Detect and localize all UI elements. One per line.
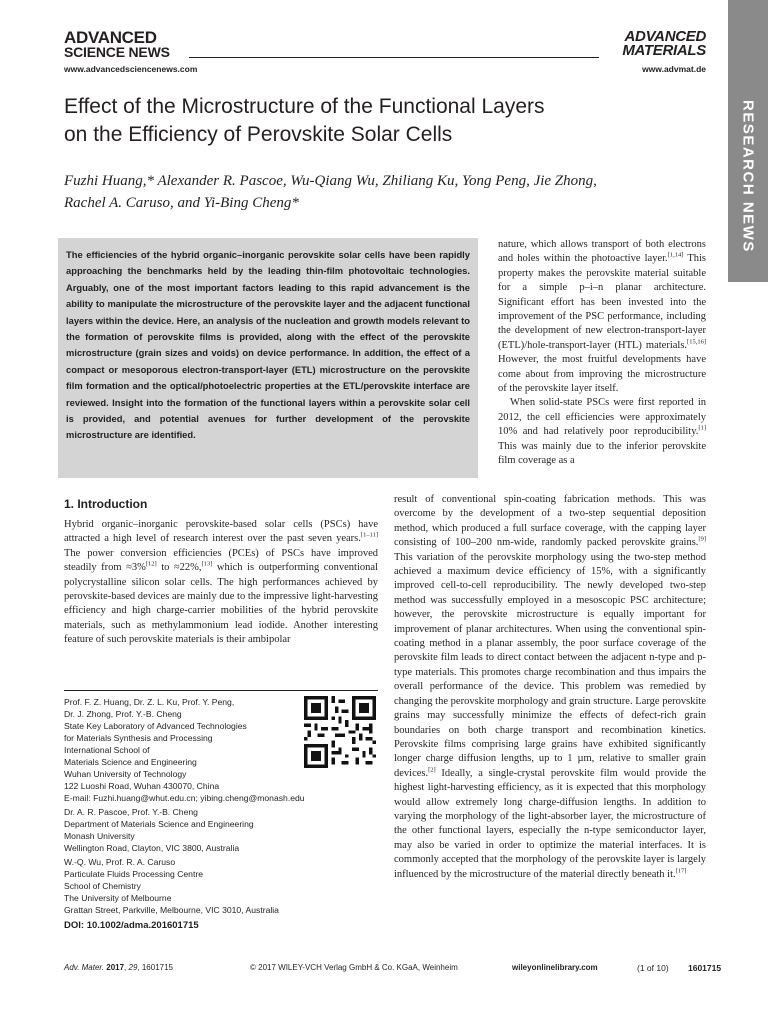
affiliation-line: Department of Materials Science and Engineering [64,819,254,829]
right-column-main [394,493,706,882]
publisher-url[interactable]: www.advancedsciencenews.com [64,64,198,74]
qr-code-icon[interactable] [304,696,376,768]
footer-copyright: © 2017 WILEY-VCH Verlag GmbH & Co. KGaA, Weinheim [250,963,458,972]
author-list-line2: Rachel A. Caruso, and Yi-Bing Cheng* [64,195,299,211]
article-title-line1: Effect of the Microstructure of the Functional Layers [64,95,545,118]
footer-journal: Adv. Mater. [64,963,105,972]
affiliation-line: 122 Luoshi Road, Wuhan 430070, China [64,781,220,791]
publisher-logo [64,30,170,59]
citation-ref[interactable]: [12] [145,560,157,568]
author-list [64,170,704,214]
footer-article-number: 1601715 [688,963,722,973]
citation-ref[interactable]: [17] [675,867,687,875]
body-paragraph: result of conventional spin-coating fabrication methods. This was overcome by the development of a two-step sequential deposition method, which produced a full surface coverage, with the capping layer consisting of 100–200 nm-wide, randomly packed perovskite grains.[9] This variation of the perovskite morphology using the two-step method achieved a maximum device efficiency of 15%, with a significantly improved cell-to-cell reproducibility. The newly developed two-step method was successfully employed in a mesoscopic PSC architecture; however, the perovskite microstructure is equally important for improvement of planar architectures. When using the conventional spin-coating method in a planar assembly, the poor surface coverage of the perovskite film leads to direct contact between the adjacent n-type and p-type materials. This promotes charge recombination and thus impairs the overall performance of the device. This problem was remedied by changing the perovskite morphology and grain structure. Large perovskite grains may successfully minimize the effects of defect-rich grain boundaries on both charge transport and recombination kinetics. Perovskite films comprising large grains have exhibited significantly longer charge diffusion lengths, up to 1 µm, relative to smaller grain devices.[2] Ideally, a single-crystal perovskite film would provide the highest light-harvesting efficiency, as it is expected that this morphology would allow extremely long charge-diffusion lengths. In addition to varying the morphology of the light-absorber layer, the microstructure of the other functional layers, especially the n-type semiconductor layer, may also be varied in order to optimize the material interfaces. It is commonly accepted that the morphology of the perovskite layer is largely influenced by the microstructure of the material directly beneath it.[17] [394,494,706,880]
affiliation-line: State Key Laboratory of Advanced Technologies [64,721,247,731]
journal-url[interactable]: www.advmat.de [642,64,706,74]
affiliation-line: Dr. J. Zhong, Prof. Y.-B. Cheng [64,709,182,719]
section-tab-label: RESEARCH NEWS [739,100,757,253]
affiliation-line: Particulate Fluids Processing Centre [64,869,203,879]
right-column-top [498,238,706,469]
header-divider [189,57,599,58]
affiliation-line: Grattan Street, Parkville, Melbourne, VIC 3010, Australia [64,905,279,915]
body-paragraph: nature, which allows transport of both electrons and holes within the photoactive layer.[1,14] This property makes the perovskite material suitable for a simple p–i–n planar architecture. Significant effort has been invested into the improvement of the PSC performance, including the development of new electron-transport-layer (ETL)/hole-transport-layer (HTL) materials.[15,16] However, the most fruitful developments have come about from improving the microstructure of the perovskite layer itself. [498,239,707,395]
affiliation-line: Wuhan University of Technology [64,769,187,779]
affiliation-line: W.-Q. Wu, Prof. R. A. Caruso [64,857,176,867]
affiliation-line: Monash University [64,831,135,841]
article-title [64,93,704,149]
abstract-text: The efficiencies of the hybrid organic–inorganic perovskite solar cells have been rapidly approaching the benchmarks held by the leading thin-film photovoltaic technologies. Arguably, one of the most important factors leading to this rapid advancement is the ability to manipulate the microstructure of the perovskite layer and the adjacent functional layers within the device. Here, an analysis of the nucleation and growth models relevant to the formation of perovskite films is provided, along with the effect of the perovskite microstructure (grain sizes and voids) on device performance. In addition, the effect of a compact or mesoporous electron-transport-layer (ETL) microstructure on the perovskite film formation and the optical/photoelectric properties at the ETL/perovskite interface are reviewed. Insight into the formation of the functional layers within a perovskite solar cell is provided, and potential avenues for further development of the perovskite microstructure are identified. [66,249,470,441]
affiliation-line: School of Chemistry [64,881,141,891]
publisher-logo-line1: ADVANCED [64,28,157,47]
footer-volume: 29 [128,963,138,972]
footer-page-count: (1 of 10) [637,963,669,973]
publisher-logo-line2: SCIENCE NEWS [64,44,170,60]
affiliations [64,696,314,916]
affiliation-line: The University of Melbourne [64,893,172,903]
citation-ref[interactable]: [1–11] [360,531,378,539]
citation-ref[interactable]: [1,14] [667,251,684,259]
body-paragraph: Hybrid organic–inorganic perovskite-based solar cells (PSCs) have attracted a high level of research interest over the past seven years.[1–11] The power conversion efficiencies (PCEs) of PSCs have improved steadily from ≈3%[12] to ≈22%,[13] which is outperforming conventional polycrystalline silicon solar cells. The high performances achieved by perovskite-based devices are mainly due to the impressive light-harvesting efficiency and high charge-carrier mobilities of the hybrid perovskite materials, such as methylammonium lead iodide. Another interesting feature of such perovskite materials is their ambipolar [64,519,378,646]
citation-ref[interactable]: [15,16] [687,338,706,346]
email-line[interactable]: E-mail: Fuzhi.huang@whut.edu.cn; yibing.cheng@monash.edu [64,793,305,803]
affiliation-divider [64,690,378,691]
citation-ref[interactable]: [9] [698,535,706,543]
left-column-intro [64,518,378,648]
affiliation-line: Wellington Road, Clayton, VIC 3800, Australia [64,843,240,853]
abstract-box [58,238,478,478]
section-heading: 1. Introduction [64,497,148,511]
citation-ref[interactable]: [13] [201,560,213,568]
affiliation-line: for Materials Synthesis and Processing [64,733,213,743]
author-list-line1: Fuzhi Huang,* Alexander R. Pascoe, Wu-Qiang Wu, Zhiliang Ku, Yong Peng, Jie Zhong, [64,173,597,189]
affiliation-line: Prof. F. Z. Huang, Dr. Z. L. Ku, Prof. Y. Peng, [64,697,235,707]
article-title-line2: on the Efficiency of Perovskite Solar Cells [64,123,453,146]
footer-citation: Adv. Mater. 2017, 29, 1601715 [64,963,174,972]
journal-logo-line1: ADVANCED [624,28,706,45]
journal-logo [622,30,706,58]
affiliation-line: Dr. A. R. Pascoe, Prof. Y.-B. Cheng [64,807,198,817]
affiliation-line: International School of [64,745,150,755]
body-paragraph: When solid-state PSCs were first reported in 2012, the cell efficiencies were approximately 10% and had relatively poor reproducibility.[1] This was mainly due to the inferior perovskite film coverage as a [498,397,706,467]
footer-website[interactable]: wileyonlinelibrary.com [512,963,598,972]
affiliation-line: Materials Science and Engineering [64,757,197,767]
doi[interactable]: DOI: 10.1002/adma.201601715 [64,920,199,931]
journal-logo-line2: MATERIALS [622,42,706,59]
footer-article-id: 1601715 [141,963,174,972]
citation-ref[interactable]: [1] [698,424,706,432]
citation-ref[interactable]: [2] [428,766,436,774]
footer-year: 2017 [106,963,125,972]
